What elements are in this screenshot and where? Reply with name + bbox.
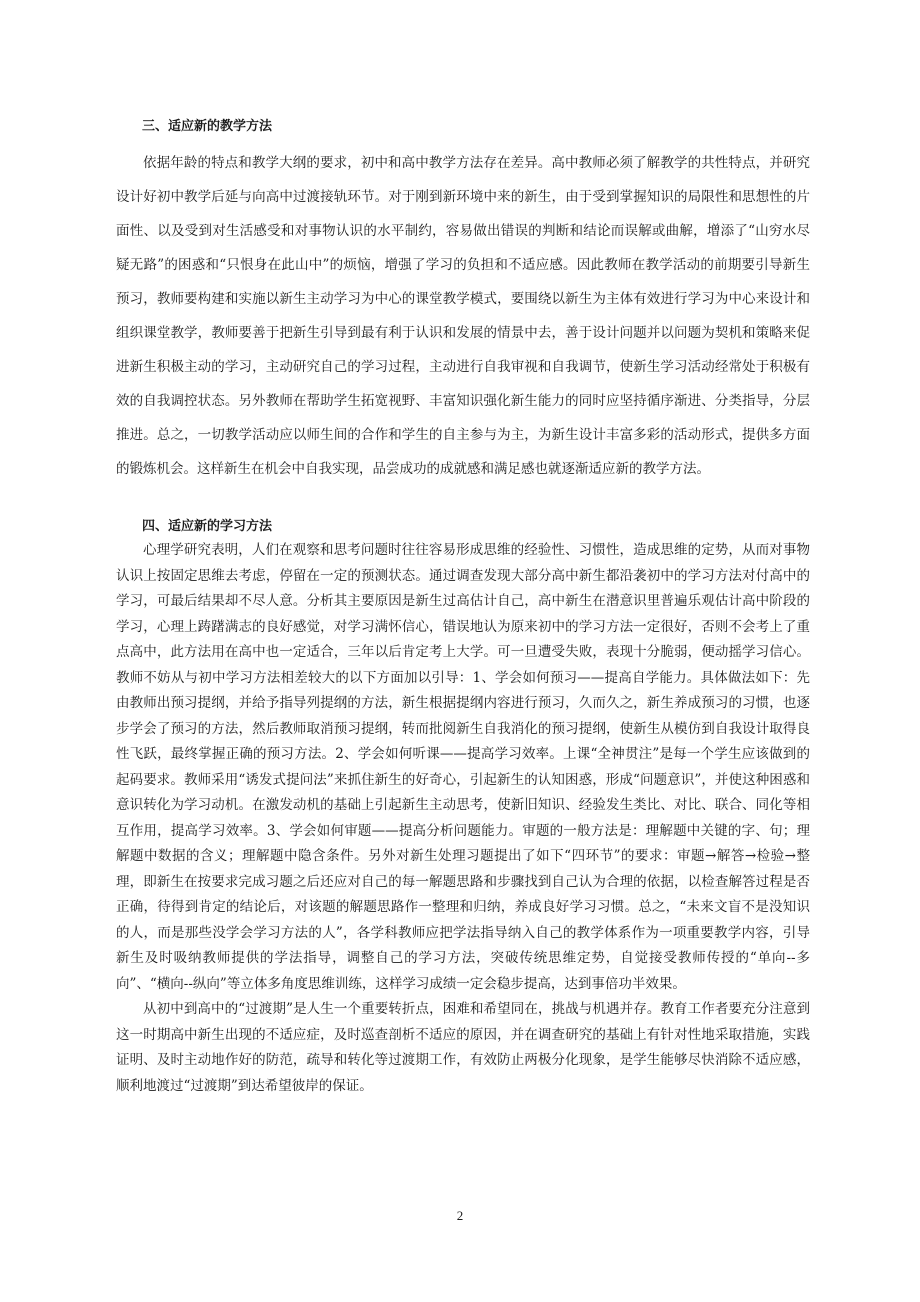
section-heading-learning-methods: 四、适应新的学习方法 — [142, 519, 273, 534]
section-heading-teaching-methods: 三、适应新的教学方法 — [142, 119, 273, 134]
document-body — [116, 116, 810, 1099]
paragraph-learning-methods: 心理学研究表明，人们在观察和思考问题时往往容易形成思维的经验性、习惯性，造成思维的定势，从而对事物认识上按固定思维去考虑，停留在一定的预测状态。通过调查发现大部分高中新生都沿袭初中的学习方法对付高中的学习，可最后结果却不尽人意。分析其主要原因是新生过高估计自己，高中新生在潜意识里普遍乐观估计高中阶段的学习，心理上踌躇满志的良好感觉，对学习满怀信心，错误地认为原来初中的学习方法一定很好，否则不会考上了重点高中，此方法用在高中也一定适合，三年以后肯定考上大学。可一旦遭受失败，表现十分脆弱，便动摇学习信心。教师不妨从与初中学习方法相差较大的以下方面加以引导：1、学会如何预习——提高自学能力。具体做法如下：先由教师出预习提纲，并给予指导列提纲的方法，新生根据提纲内容进行预习，久而久之，新生养成预习的习惯，也逐步学会了预习的方法，然后教师取消预习提纲，转而批阅新生自我消化的预习提纲，使新生从模仿到自我设计取得良性飞跃，最终掌握正确的预习方法。2、学会如何听课——提高学习效率。上课“全神贯注”是每一个学生应该做到的起码要求。教师采用“诱发式提问法”来抓住新生的好奇心，引起新生的认知困惑，形成“问题意识”，并使这种困惑和意识转化为学习动机。在激发动机的基础上引起新生主动思考，使新旧知识、经验发生类比、对比、联合、同化等相互作用，提高学习效率。3、学会如何审题——提高分析问题能力。审题的一般方法是：理解题中关键的字、句；理解题中数据的含义；理解题中隐含条件。另外对新生处理习题提出了如下“四环节”的要求：审题→解答→检验→整理，即新生在按要求完成习题之后还应对自己的每一解题思路和步骤找到自己认为合理的依据，以检查解答过程是否正确，待得到肯定的结论后，对该题的解题思路作一整理和归纳，养成良好学习习惯。总之，“未来文盲不是没知识的人，而是那些没学会学习方法的人”，各学科教师应把学法指导纳入自己的教学体系作为一项重要教学内容，引导新生及时吸纳教师提供的学法指导，调整自己的学习方法，突破传统思维定势，自觉接受教师传授的“单向--多向”、“横向--纵向”等立体多角度思维训练，这样学习成绩一定会稳步提高，达到事倍功半效果。 — [116, 542, 810, 992]
paragraph-teaching-methods: 依据年龄的特点和教学大纲的要求，初中和高中教学方法存在差异。高中教师必须了解教学的共性特点，并研究设计好初中教学后延与向高中过渡接轨环节。对于刚到新环境中来的新生，由于受到掌握知识的局限性和思想性的片面性、以及受到对生活感受和对事物认识的水平制约，容易做出错误的判断和结论而误解或曲解，增添了“山穷水尽疑无路”的困惑和“只恨身在此山中”的烦恼，增强了学习的负担和不适应感。因此教师在教学活动的前期要引导新生预习，教师要构建和实施以新生主动学习为中心的课堂教学模式，要围绕以新生为主体有效进行学习为中心来设计和组织课堂教学，教师要善于把新生引导到最有利于认识和发展的情景中去，善于设计问题并以问题为契机和策略来促进新生积极主动的学习，主动研究自己的学习过程，主动进行自我审视和自我调节，使新生学习活动经常处于积极有效的自我调控状态。另外教师在帮助学生拓宽视野、丰富知识强化新生能力的同时应坚持循序渐进、分类指导，分层推进。总之，一切教学活动应以师生间的合作和学生的自主参与为主，为新生设计丰富多彩的活动形式，提供多方面的锻炼机会。这样新生在机会中自我实现，品尝成功的成就感和满足感也就逐渐适应新的教学方法。 — [116, 155, 810, 477]
paragraph-transition-period: 从初中到高中的“过渡期”是人生一个重要转折点，困难和希望同在，挑战与机遇并存。教育工作者要充分注意到这一时期高中新生出现的不适应症，及时巡查剖析不适应的原因，并在调查研究的基础上有针对性地采取措施，实践证明、及时主动地作好的防范，疏导和转化等过渡期工作，有效防止两极分化现象，是学生能够尽快消除不适应感，顺利地渡过“过渡期”到达希望彼岸的保证。 — [116, 1001, 810, 1094]
page-number: 2 — [456, 1208, 464, 1223]
